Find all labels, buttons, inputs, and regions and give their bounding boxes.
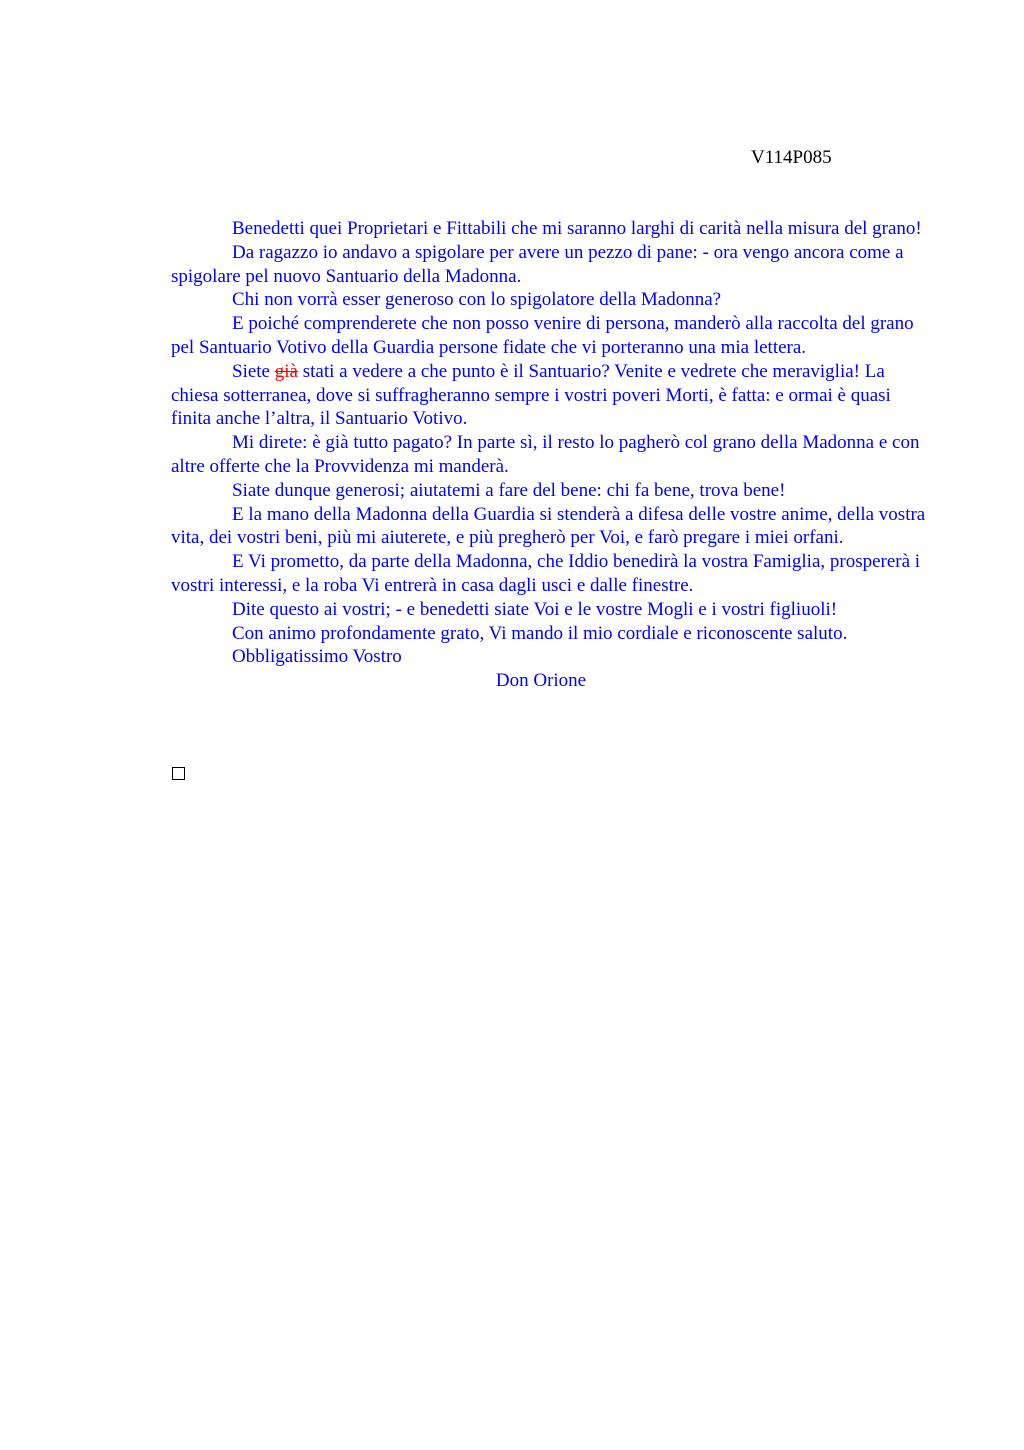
deleted-word: già xyxy=(274,360,298,382)
paragraph: E la mano della Madonna della Guardia si stenderà a difesa delle vostre anime, della vostra vita, dei vostri beni, più mi aiuterete, e più pregherò per Voi, e farò pregare i miei orfani. xyxy=(171,503,926,549)
paragraph: Con animo profondamente grato, Vi mando il mio cordiale e riconoscente saluto. xyxy=(232,622,848,644)
paragraph: Chi non vorrà esser generoso con lo spigolatore della Madonna? xyxy=(232,289,722,311)
paragraph: Da ragazzo io andavo a spigolare per avere un pezzo di pane: - ora vengo ancora come a spigolare pel nuovo Santuario della Madonna. xyxy=(171,241,904,287)
page-code: V114P085 xyxy=(751,147,832,168)
signature: Don Orione xyxy=(495,670,587,692)
paragraph: Dite questo ai vostri; - e benedetti siate Voi e le vostre Mogli e i vostri figliuoli! xyxy=(232,598,838,620)
paragraph-text: Siete xyxy=(232,360,275,382)
letter-body xyxy=(171,217,927,693)
empty-square-icon xyxy=(172,767,185,780)
paragraph: Siate dunque generosi; aiutatemi a fare del bene: chi fa bene, trova bene! xyxy=(232,479,786,501)
paragraph-with-deletion xyxy=(171,360,927,431)
paragraph-text: stati a vedere a che punto è il Santuario? Venite e vedrete che meraviglia! La chiesa sotterranea, dove si suffragheranno sempre i vostri poveri Morti, è fatta: e ormai è quasi finita anche l’altra, il Santuario Votivo. xyxy=(171,360,891,430)
paragraph: E Vi prometto, da parte della Madonna, che Iddio benedirà la vostra Famiglia, prospererà i vostri interessi, e la roba Vi entrerà in casa dagli usci e dalle finestre. xyxy=(171,551,921,596)
closing: Obbligatissimo Vostro xyxy=(232,646,402,668)
paragraph: Mi direte: è già tutto pagato? In parte sì, il resto lo pagherò col grano della Madonna e con altre offerte che la Provvidenza mi manderà. xyxy=(171,432,920,477)
paragraph: E poiché comprenderete che non posso venire di persona, manderò alla raccolta del grano pel Santuario Votivo della Guardia persone fidate che vi porteranno una mia lettera. xyxy=(171,313,914,358)
paragraph: Benedetti quei Proprietari e Fittabili che mi saranno larghi di carità nella misura del grano! xyxy=(232,218,922,239)
